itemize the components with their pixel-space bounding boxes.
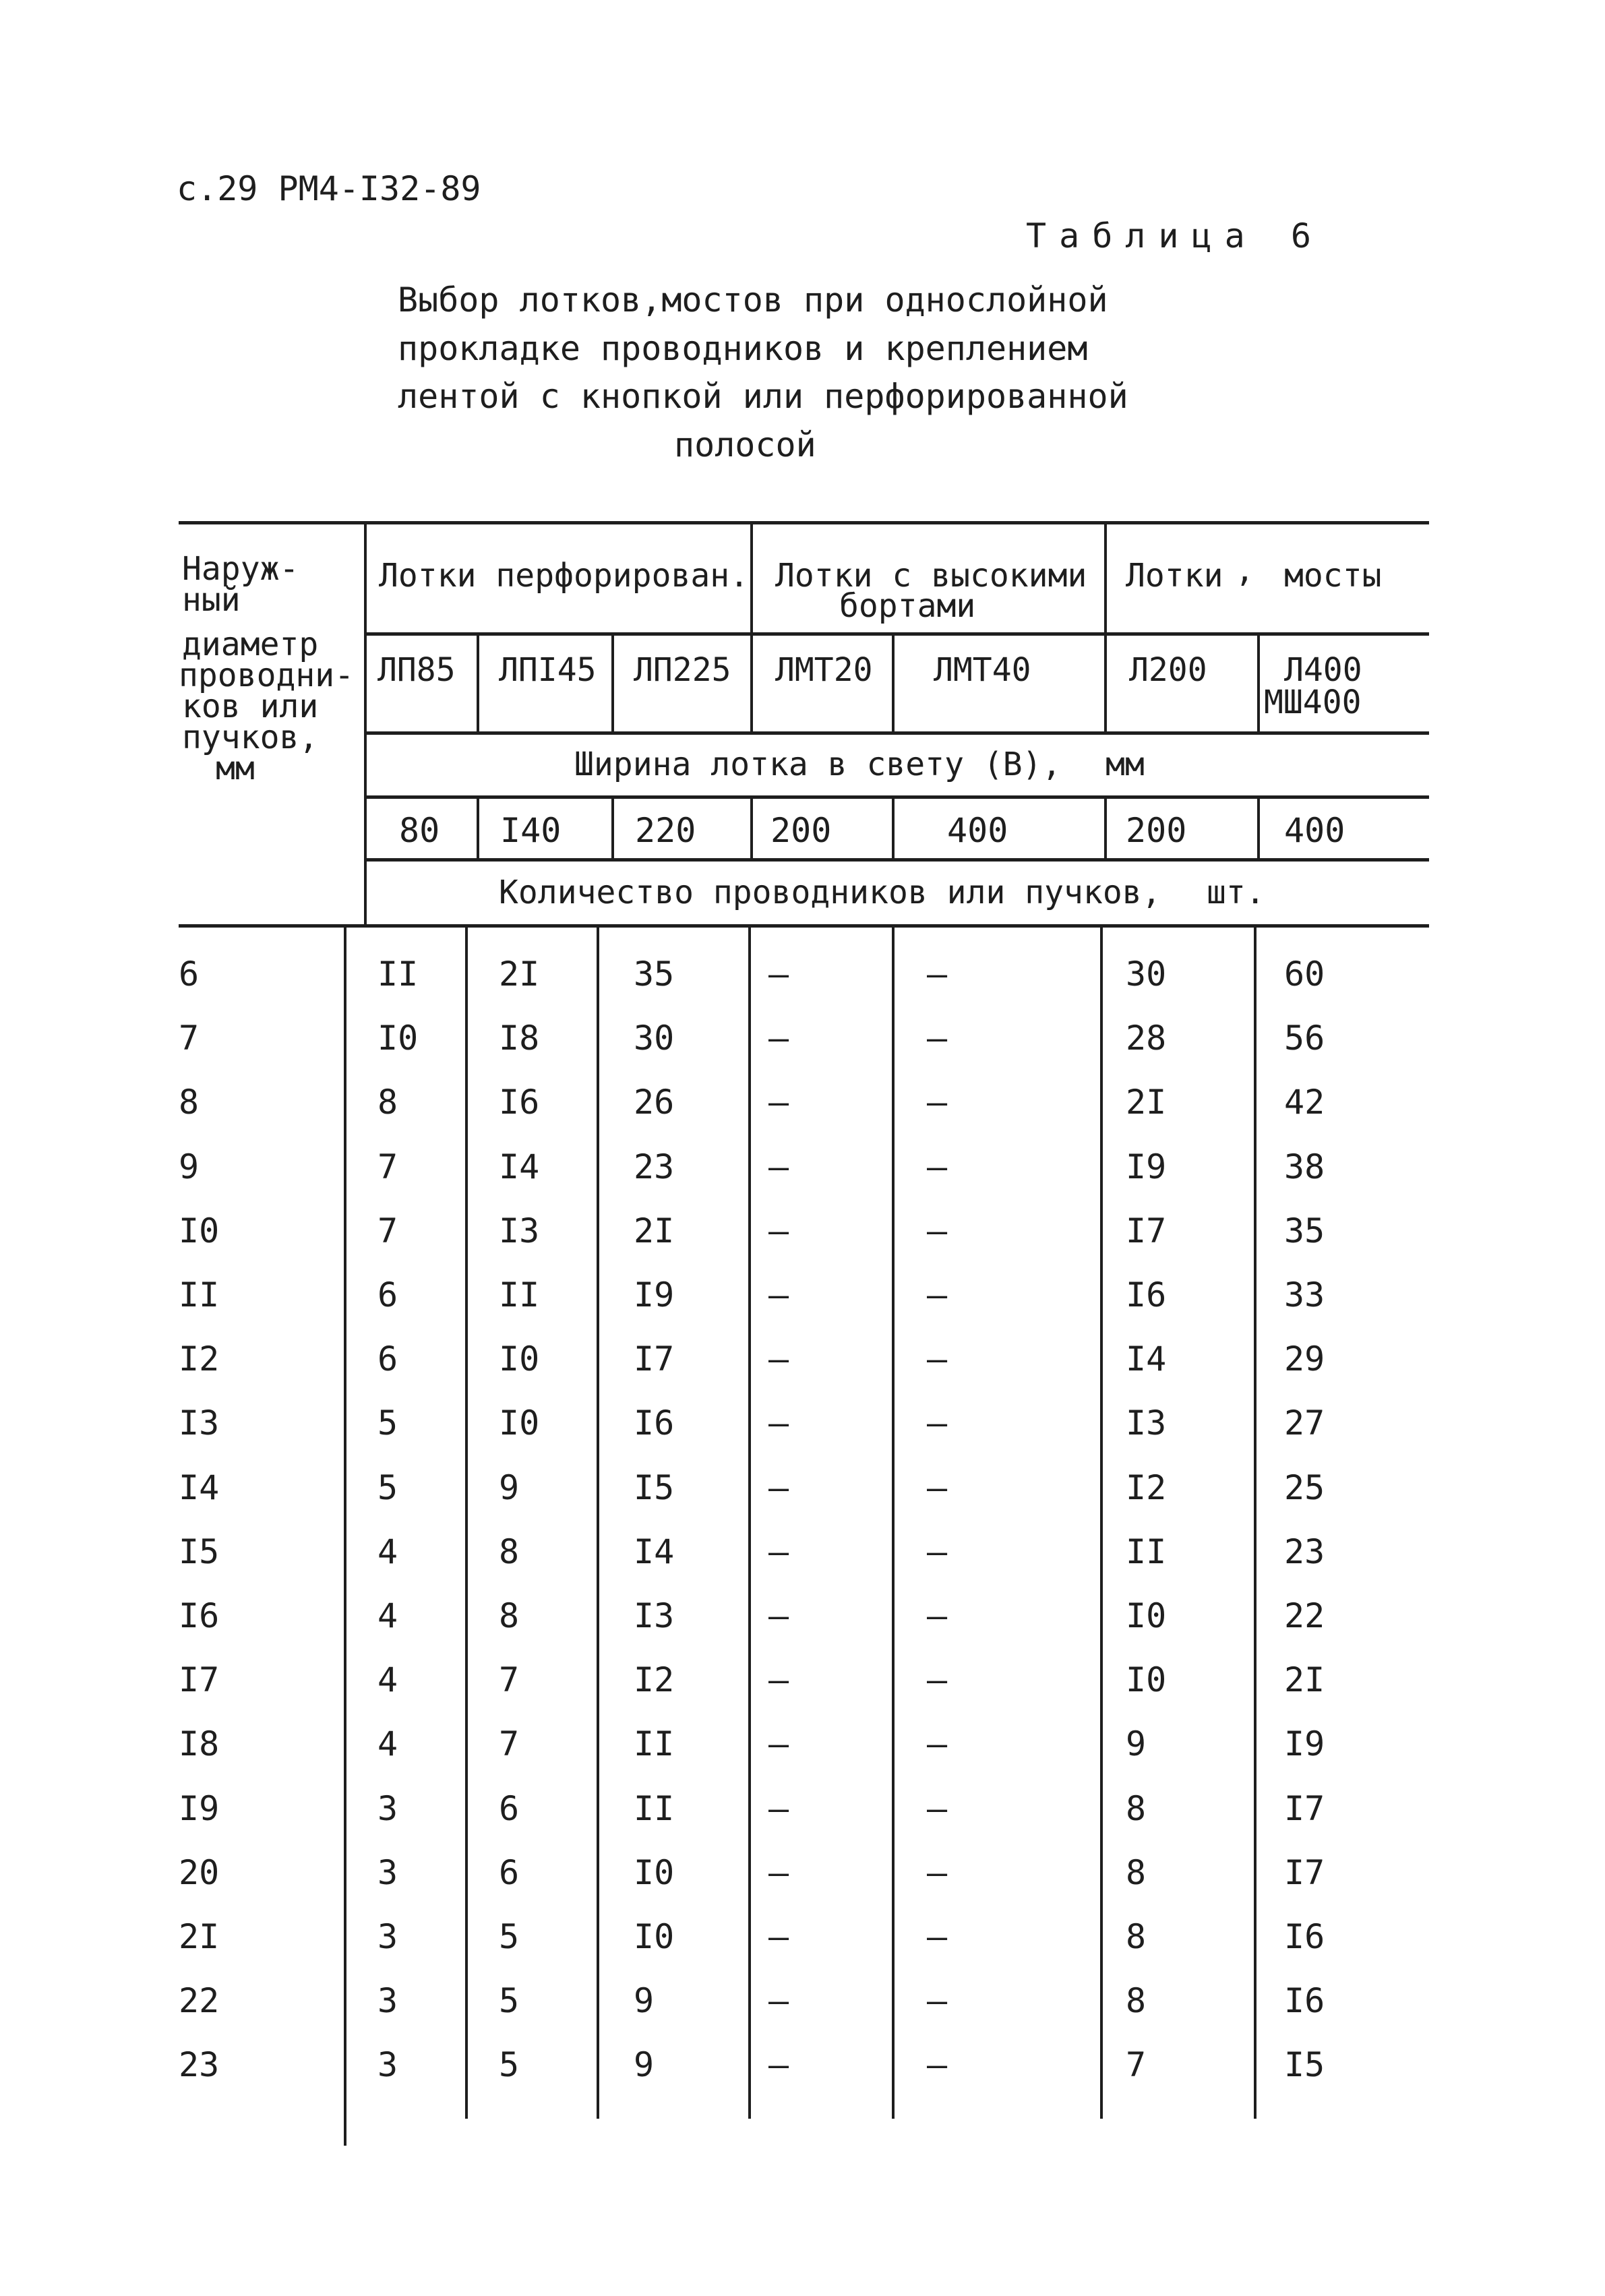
row-header-line-5: ков или bbox=[182, 688, 319, 725]
lp225-cell: 9 bbox=[634, 1981, 655, 2020]
width-value: I40 bbox=[500, 811, 562, 850]
l400-cell: 2I bbox=[1284, 1660, 1325, 1699]
group-high-sides-line-1: Лотки с высокими bbox=[775, 557, 1087, 595]
l200-cell: 9 bbox=[1126, 1724, 1147, 1763]
l200-cell: II bbox=[1126, 1532, 1167, 1571]
lp225-cell: I0 bbox=[634, 1853, 675, 1892]
lp85-cell: 5 bbox=[377, 1468, 398, 1507]
width-label: Ширина лотка в свету (В), bbox=[574, 746, 1062, 783]
row-header-line-6: пучков, bbox=[182, 719, 319, 756]
col-divider-width-6 bbox=[1257, 795, 1260, 858]
lmt40-cell: – bbox=[927, 1275, 948, 1315]
lmt40-cell: – bbox=[927, 1211, 948, 1250]
l200-cell: I7 bbox=[1126, 1211, 1167, 1250]
diameter-cell: I2 bbox=[179, 1339, 220, 1379]
diameter-cell: 23 bbox=[179, 2045, 220, 2084]
col-divider-body-4 bbox=[892, 926, 895, 2119]
lp145-cell: I6 bbox=[499, 1083, 540, 1122]
lmt20-cell: – bbox=[768, 1789, 789, 1828]
lmt20-cell: – bbox=[768, 1596, 789, 1635]
lp225-cell: I9 bbox=[634, 1275, 675, 1315]
col-divider-body-6 bbox=[1254, 926, 1256, 2119]
l200-cell: 2I bbox=[1126, 1083, 1167, 1122]
l200-cell: I0 bbox=[1126, 1660, 1167, 1699]
l400-cell: 33 bbox=[1284, 1275, 1325, 1315]
diameter-cell: I7 bbox=[179, 1660, 220, 1699]
group-comma: , bbox=[1235, 551, 1254, 589]
lp85-cell: 4 bbox=[377, 1532, 398, 1571]
lp85-cell: I0 bbox=[377, 1019, 419, 1058]
diameter-cell: 6 bbox=[179, 955, 200, 994]
col-divider-body-2 bbox=[597, 926, 599, 2119]
col-divider-row-header bbox=[364, 521, 367, 926]
lmt40-cell: – bbox=[927, 1019, 948, 1058]
diameter-cell: 9 bbox=[179, 1147, 200, 1186]
lmt20-cell: – bbox=[768, 1403, 789, 1443]
diameter-cell: 20 bbox=[179, 1853, 220, 1892]
col-divider-group-high-sides bbox=[1104, 521, 1107, 731]
lmt20-cell: – bbox=[768, 1724, 789, 1763]
lp225-cell: I0 bbox=[634, 1917, 675, 1956]
lp145-cell: 5 bbox=[499, 2045, 520, 2084]
l200-cell: I0 bbox=[1126, 1596, 1167, 1635]
width-value: 200 bbox=[1126, 811, 1187, 850]
lp85-cell: 3 bbox=[377, 1853, 398, 1892]
lp225-cell: 9 bbox=[634, 2045, 655, 2084]
diameter-cell: I0 bbox=[179, 1211, 220, 1250]
col-divider-width-1 bbox=[477, 795, 479, 858]
type-lmt40: ЛМТ40 bbox=[934, 651, 1031, 689]
group-trays: Лотки bbox=[1126, 557, 1223, 595]
lmt20-cell: – bbox=[768, 1019, 789, 1058]
l200-cell: 8 bbox=[1126, 1789, 1147, 1828]
lp145-cell: I4 bbox=[499, 1147, 540, 1186]
width-value: 200 bbox=[770, 811, 832, 850]
widths-rule bbox=[366, 858, 1429, 862]
lmt40-cell: – bbox=[927, 1917, 948, 1956]
row-header-line-3: диаметр bbox=[182, 626, 319, 663]
page-reference: с.29 РМ4-I32-89 bbox=[177, 169, 481, 208]
lp145-cell: 5 bbox=[499, 1981, 520, 2020]
l400-cell: 35 bbox=[1284, 1211, 1325, 1250]
lmt20-cell: – bbox=[768, 1917, 789, 1956]
col-divider-width-3 bbox=[750, 795, 753, 858]
lmt40-cell: – bbox=[927, 1147, 948, 1186]
lp85-cell: 6 bbox=[377, 1339, 398, 1379]
col-divider-type-6 bbox=[1257, 632, 1260, 731]
lp145-cell: I3 bbox=[499, 1211, 540, 1250]
l400-cell: 25 bbox=[1284, 1468, 1325, 1507]
l400-cell: 60 bbox=[1284, 955, 1325, 994]
diameter-cell: I8 bbox=[179, 1724, 220, 1763]
col-divider-type-2 bbox=[611, 632, 614, 731]
lmt20-cell: – bbox=[768, 2045, 789, 2084]
lmt40-cell: – bbox=[927, 1339, 948, 1379]
type-lp225: ЛП225 bbox=[634, 651, 731, 689]
lmt40-cell: – bbox=[927, 1789, 948, 1828]
l400-cell: I7 bbox=[1284, 1853, 1325, 1892]
lp225-cell: I5 bbox=[634, 1468, 675, 1507]
lmt20-cell: – bbox=[768, 1532, 789, 1571]
lp85-cell: 3 bbox=[377, 2045, 398, 2084]
lp85-cell: 3 bbox=[377, 1917, 398, 1956]
l200-cell: 28 bbox=[1126, 1019, 1167, 1058]
lp85-cell: 4 bbox=[377, 1596, 398, 1635]
type-lmt20: ЛМТ20 bbox=[775, 651, 873, 689]
width-value: 220 bbox=[635, 811, 696, 850]
diameter-cell: I5 bbox=[179, 1532, 220, 1571]
col-divider-row-header-body bbox=[344, 926, 346, 2146]
lp85-cell: 3 bbox=[377, 1789, 398, 1828]
lmt20-cell: – bbox=[768, 1339, 789, 1379]
caption-line-2: прокладке проводников и креплением bbox=[398, 329, 1088, 368]
type-lp145: ЛПI45 bbox=[499, 651, 597, 689]
l400-cell: I9 bbox=[1284, 1724, 1325, 1763]
row-header-line-1: Наруж- bbox=[182, 550, 299, 588]
lp85-cell: 7 bbox=[377, 1211, 398, 1250]
lp145-cell: I0 bbox=[499, 1403, 540, 1443]
lp85-cell: 8 bbox=[377, 1083, 398, 1122]
diameter-cell: 7 bbox=[179, 1019, 200, 1058]
lmt40-cell: – bbox=[927, 1853, 948, 1892]
l200-cell: 8 bbox=[1126, 1853, 1147, 1892]
diameter-cell: II bbox=[179, 1275, 220, 1315]
col-divider-body-5 bbox=[1100, 926, 1103, 2119]
lp145-cell: 5 bbox=[499, 1917, 520, 1956]
diameter-cell: I6 bbox=[179, 1596, 220, 1635]
lp85-cell: 4 bbox=[377, 1660, 398, 1699]
diameter-cell: 2I bbox=[179, 1917, 220, 1956]
lmt20-cell: – bbox=[768, 1211, 789, 1250]
lp145-cell: II bbox=[499, 1275, 540, 1315]
lp85-cell: 5 bbox=[377, 1403, 398, 1443]
l400-cell: I7 bbox=[1284, 1789, 1325, 1828]
lp145-cell: 9 bbox=[499, 1468, 520, 1507]
diameter-cell: I3 bbox=[179, 1403, 220, 1443]
lmt40-cell: – bbox=[927, 1660, 948, 1699]
l200-cell: 8 bbox=[1126, 1981, 1147, 2020]
group-header-rule bbox=[366, 632, 1429, 636]
diameter-cell: I9 bbox=[179, 1789, 220, 1828]
lp145-cell: 7 bbox=[499, 1724, 520, 1763]
lp85-cell: 4 bbox=[377, 1724, 398, 1763]
lmt40-cell: – bbox=[927, 2045, 948, 2084]
caption-line-3: лентой с кнопкой или перфорированной bbox=[398, 377, 1128, 416]
lp225-cell: 35 bbox=[634, 955, 675, 994]
width-unit: мм bbox=[1106, 746, 1145, 783]
lp85-cell: 3 bbox=[377, 1981, 398, 2020]
col-divider-body-1 bbox=[465, 926, 468, 2119]
lp225-cell: 30 bbox=[634, 1019, 675, 1058]
diameter-cell: 8 bbox=[179, 1083, 200, 1122]
lp225-cell: 2I bbox=[634, 1211, 675, 1250]
l400-cell: 38 bbox=[1284, 1147, 1325, 1186]
l200-cell: I3 bbox=[1126, 1403, 1167, 1443]
l200-cell: 30 bbox=[1126, 955, 1167, 994]
col-divider-width-4 bbox=[892, 795, 895, 858]
count-unit: шт. bbox=[1207, 874, 1265, 911]
lp225-cell: II bbox=[634, 1789, 675, 1828]
l400-cell: 23 bbox=[1284, 1532, 1325, 1571]
lp145-cell: I8 bbox=[499, 1019, 540, 1058]
lp145-cell: 8 bbox=[499, 1532, 520, 1571]
lmt40-cell: – bbox=[927, 1532, 948, 1571]
lmt40-cell: – bbox=[927, 1403, 948, 1443]
types-rule bbox=[366, 731, 1429, 735]
l400-cell: 29 bbox=[1284, 1339, 1325, 1379]
lmt20-cell: – bbox=[768, 1147, 789, 1186]
lp225-cell: II bbox=[634, 1724, 675, 1763]
lmt40-cell: – bbox=[927, 1468, 948, 1507]
count-label: Количество проводников или пучков, bbox=[499, 874, 1161, 911]
lp85-cell: II bbox=[377, 955, 419, 994]
lmt20-cell: – bbox=[768, 1660, 789, 1699]
width-value: 80 bbox=[399, 811, 440, 850]
lmt40-cell: – bbox=[927, 955, 948, 994]
lp225-cell: I6 bbox=[634, 1403, 675, 1443]
row-header-line-7: мм bbox=[216, 750, 255, 787]
lp225-cell: 23 bbox=[634, 1147, 675, 1186]
lmt40-cell: – bbox=[927, 1596, 948, 1635]
l200-cell: I4 bbox=[1126, 1339, 1167, 1379]
l400-cell: 22 bbox=[1284, 1596, 1325, 1635]
table-label: Таблица 6 bbox=[1026, 216, 1324, 255]
l400-cell: 27 bbox=[1284, 1403, 1325, 1443]
l400-cell: I6 bbox=[1284, 1917, 1325, 1956]
diameter-cell: I4 bbox=[179, 1468, 220, 1507]
row-header-line-4: проводни- bbox=[179, 657, 355, 694]
lp225-cell: I2 bbox=[634, 1660, 675, 1699]
lp145-cell: 7 bbox=[499, 1660, 520, 1699]
lmt40-cell: – bbox=[927, 1981, 948, 2020]
width-value: 400 bbox=[1284, 811, 1345, 850]
l400-cell: I5 bbox=[1284, 2045, 1325, 2084]
lp225-cell: I7 bbox=[634, 1339, 675, 1379]
lp145-cell: 2I bbox=[499, 955, 540, 994]
l200-cell: 8 bbox=[1126, 1917, 1147, 1956]
lp225-cell: 26 bbox=[634, 1083, 675, 1122]
lp85-cell: 6 bbox=[377, 1275, 398, 1315]
lmt20-cell: – bbox=[768, 1853, 789, 1892]
lmt20-cell: – bbox=[768, 955, 789, 994]
type-l400: Л400 bbox=[1284, 651, 1362, 689]
lp225-cell: I4 bbox=[634, 1532, 675, 1571]
l400-cell: I6 bbox=[1284, 1981, 1325, 2020]
lp145-cell: I0 bbox=[499, 1339, 540, 1379]
lp145-cell: 6 bbox=[499, 1789, 520, 1828]
width-value: 400 bbox=[947, 811, 1008, 850]
type-msh400: МШ400 bbox=[1264, 684, 1362, 721]
width-label-rule bbox=[366, 795, 1429, 799]
type-lp85: ЛП85 bbox=[377, 651, 456, 689]
col-divider-width-2 bbox=[611, 795, 614, 858]
type-l200: Л200 bbox=[1129, 651, 1207, 689]
lmt20-cell: – bbox=[768, 1083, 789, 1122]
lmt20-cell: – bbox=[768, 1981, 789, 2020]
caption-line-4: полосой bbox=[674, 425, 816, 464]
lp145-cell: 6 bbox=[499, 1853, 520, 1892]
caption-line-1: Выбор лотков,мостов при однослойной bbox=[398, 280, 1108, 320]
lmt20-cell: – bbox=[768, 1468, 789, 1507]
l200-cell: I2 bbox=[1126, 1468, 1167, 1507]
l200-cell: 7 bbox=[1126, 2045, 1147, 2084]
lp85-cell: 7 bbox=[377, 1147, 398, 1186]
l400-cell: 42 bbox=[1284, 1083, 1325, 1122]
col-divider-body-3 bbox=[748, 926, 751, 2119]
lp225-cell: I3 bbox=[634, 1596, 675, 1635]
lmt20-cell: – bbox=[768, 1275, 789, 1315]
col-divider-width-5 bbox=[1104, 795, 1107, 858]
lmt40-cell: – bbox=[927, 1724, 948, 1763]
col-divider-type-4 bbox=[892, 632, 895, 731]
group-bridges: мосты bbox=[1284, 557, 1382, 595]
row-header-line-2: ный bbox=[182, 581, 241, 619]
l400-cell: 56 bbox=[1284, 1019, 1325, 1058]
col-divider-group-perforated bbox=[750, 521, 753, 731]
group-perforated-trays: Лотки перфорирован. bbox=[379, 557, 750, 595]
group-high-sides-line-2: бортами bbox=[839, 587, 976, 625]
l200-cell: I9 bbox=[1126, 1147, 1167, 1186]
col-divider-type-1 bbox=[477, 632, 479, 731]
diameter-cell: 22 bbox=[179, 1981, 220, 2020]
l200-cell: I6 bbox=[1126, 1275, 1167, 1315]
lp145-cell: 8 bbox=[499, 1596, 520, 1635]
lmt40-cell: – bbox=[927, 1083, 948, 1122]
